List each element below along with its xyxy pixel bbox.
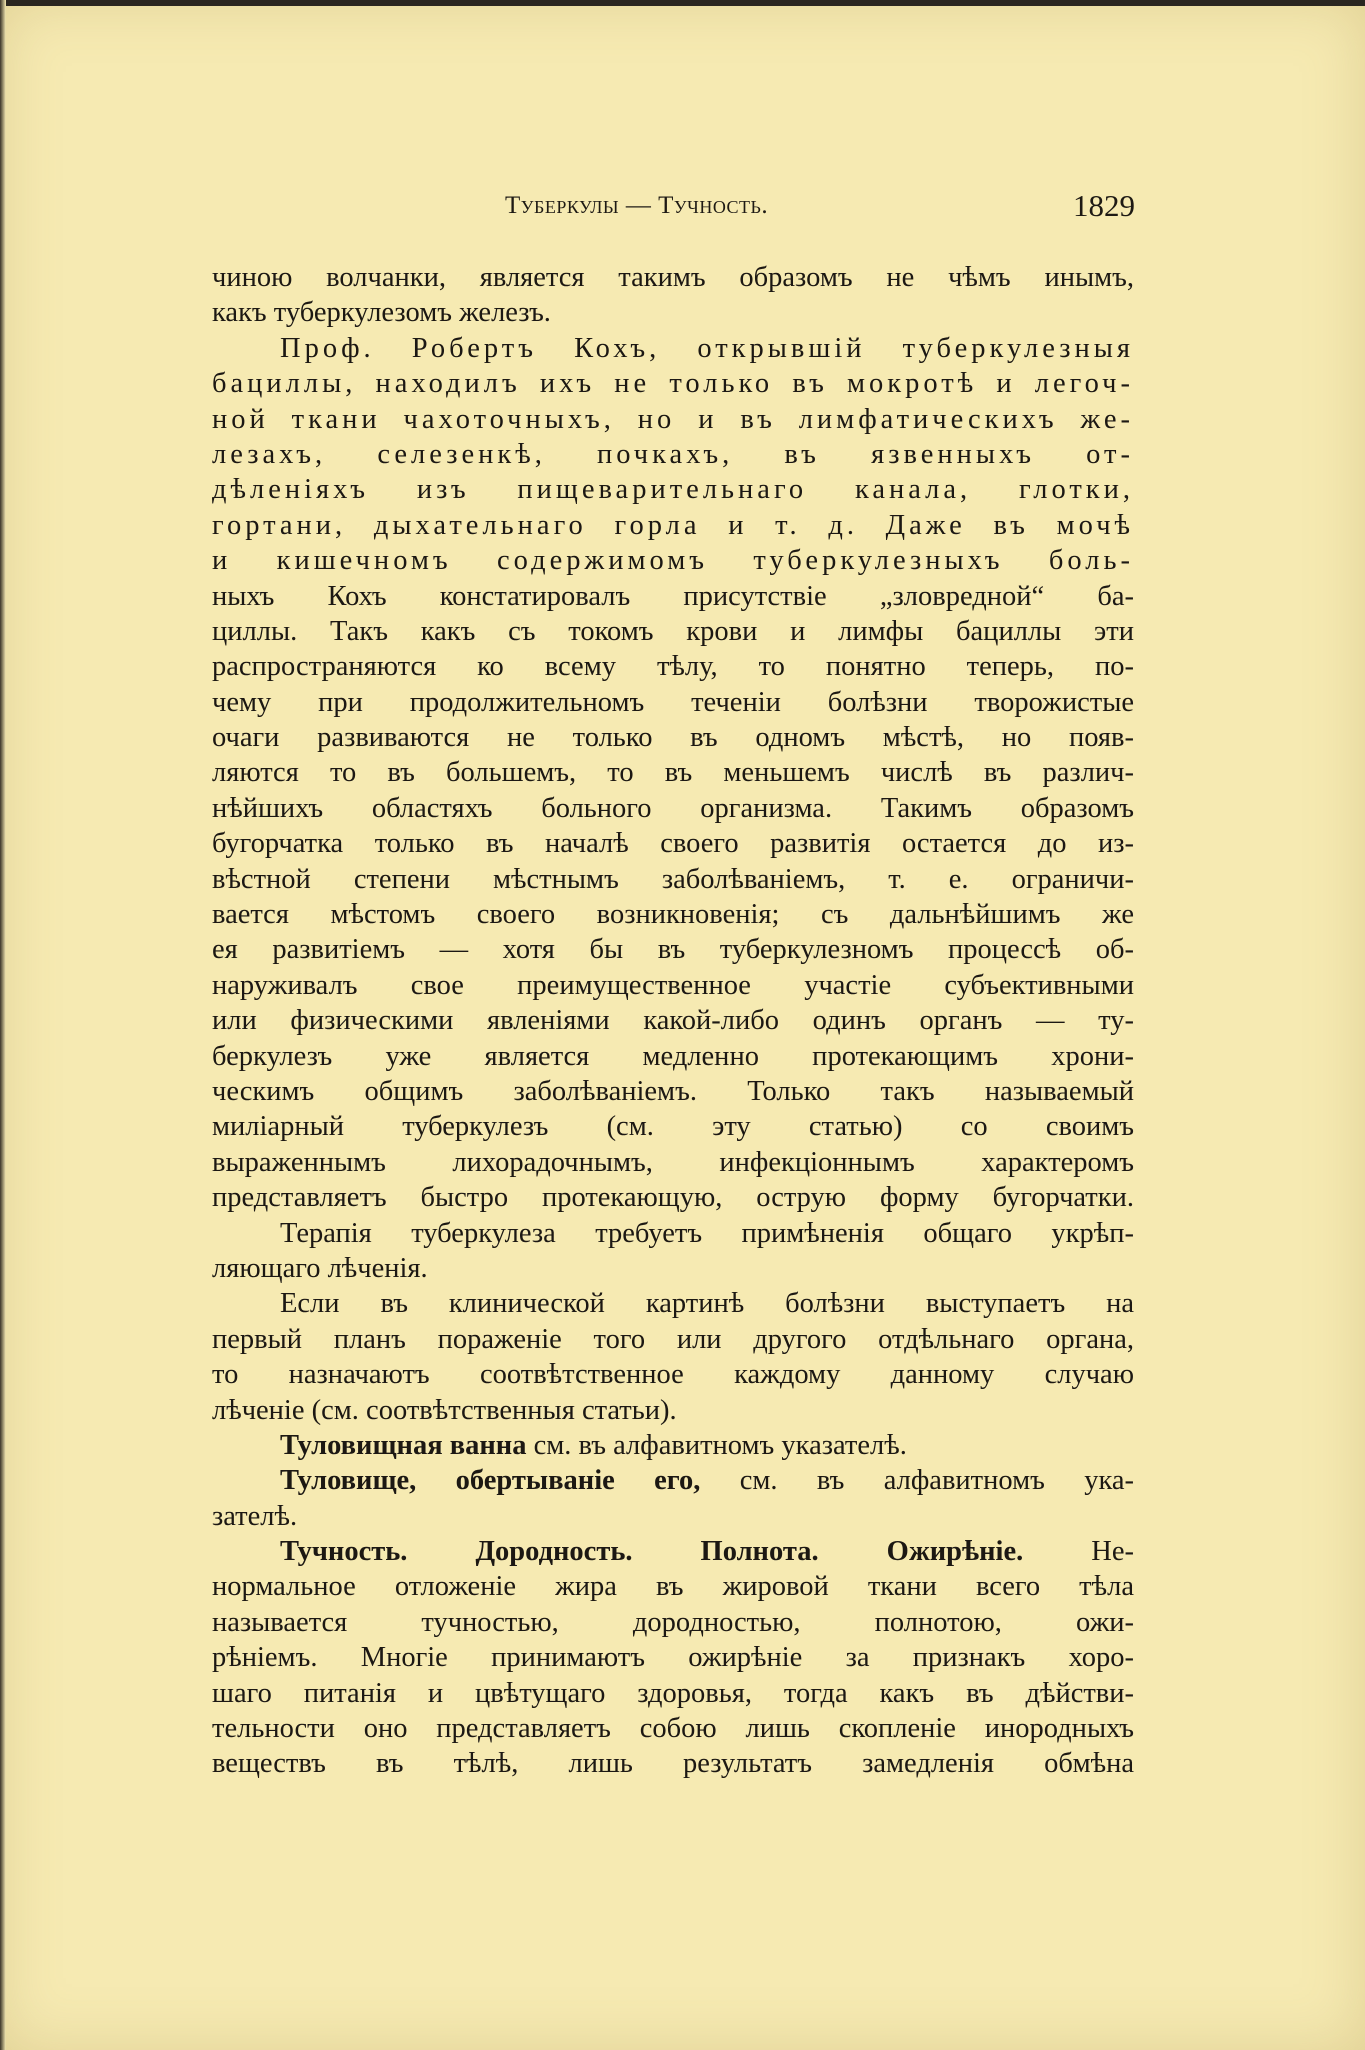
text-line: и кишечномъ содержимомъ туберкулезныхъ боль- (212, 545, 1134, 577)
text-line: зателѣ. (212, 1500, 298, 1532)
text-line: лѣченіе (см. соотвѣтственныя статьи). (212, 1394, 677, 1426)
text-line: ея развитіемъ — хотя бы въ туберкулезномъ процессѣ об- (212, 934, 1134, 966)
text-line: первый планъ пораженіе того или другого отдѣльнаго органа, (212, 1323, 1134, 1355)
text-line: называется тучностью, дородностью, полнотою, ожи- (212, 1606, 1134, 1638)
text-line: или физическими явленіями какой-либо одинъ органъ — ту- (212, 1005, 1134, 1037)
text-line: Туловищная ванна см. въ алфавитномъ указателѣ. (280, 1429, 907, 1461)
text-line: Если въ клинической картинѣ болѣзни выступаетъ на (280, 1288, 1134, 1320)
text-line: представляетъ быстро протекающую, острую форму бугорчатки. (212, 1182, 1134, 1214)
text-line: Тучность. Дородность. Полнота. Ожирѣніе. Не- (280, 1536, 1134, 1568)
text-line: ческимъ общимъ заболѣваніемъ. Только такъ называемый (212, 1075, 1134, 1107)
text-line: гортани, дыхательнаго горла и т. д. Даже въ мочѣ (212, 509, 1134, 541)
text-line: ныхъ Кохъ констатировалъ присутствіе „зловредной“ ба- (212, 580, 1134, 612)
text-line: тельности оно представляетъ собою лишь скопленіе инородныхъ (212, 1713, 1134, 1745)
running-head: Туберкулы — Тучность. (505, 192, 769, 219)
text-line: нормальное отложеніе жира въ жировой ткани всего тѣла (212, 1571, 1134, 1603)
scan-top-border (0, 0, 1365, 6)
text-line: вѣстной степени мѣстнымъ заболѣваніемъ, т. е. ограничи- (212, 863, 1134, 895)
text-line: рѣніемъ. Многіе принимаютъ ожирѣніе за признакъ хоро- (212, 1642, 1134, 1674)
scan-left-border (0, 0, 6, 2050)
text-line: Туловище, обертываніе его, см. въ алфавитномъ ука- (280, 1465, 1134, 1497)
text-line: Проф. Робертъ Кохъ, открывшій туберкулезныя (280, 332, 1134, 364)
body-text (212, 260, 1134, 1782)
text-line: лезахъ, селезенкѣ, почкахъ, въ язвенныхъ от- (212, 438, 1134, 470)
text-line: то назначаютъ соотвѣтственное каждому данному случаю (212, 1359, 1134, 1391)
text-line: дѣленіяхъ изъ пищеварительнаго канала, глотки, (212, 474, 1134, 506)
text-line: Терапія туберкулеза требуетъ примѣненія общаго укрѣп- (280, 1217, 1134, 1249)
text-line: выраженнымъ лихорадочнымъ, инфекціоннымъ характеромъ (212, 1146, 1134, 1178)
text-line: циллы. Такъ какъ съ токомъ крови и лимфы бациллы эти (212, 615, 1134, 647)
text-line: бугорчатка только въ началѣ своего развитія остается до из- (212, 828, 1134, 860)
text-line: беркулезъ уже является медленно протекающимъ хрони- (212, 1040, 1134, 1072)
text-line: ляющаго лѣченія. (212, 1252, 428, 1284)
text-line: веществъ въ тѣлѣ, лишь результатъ замедленія обмѣна (212, 1748, 1134, 1780)
text-line: наруживалъ свое преимущественное участіе субъективными (212, 969, 1134, 1001)
page-header (215, 188, 1135, 232)
text-line: ляются то въ большемъ, то въ меньшемъ числѣ въ различ- (212, 757, 1134, 789)
text-line: шаго питанія и цвѣтущаго здоровья, тогда какъ въ дѣйстви- (212, 1677, 1134, 1709)
page-number: 1829 (1073, 188, 1135, 223)
text-line: нѣйшихъ областяхъ больного организма. Такимъ образомъ (212, 792, 1134, 824)
text-line: ной ткани чахоточныхъ, но и въ лимфатическихъ же- (212, 403, 1134, 435)
text-line: распространяются ко всему тѣлу, то понятно теперь, по- (212, 651, 1134, 683)
text-line: вается мѣстомъ своего возникновенія; съ дальнѣйшимъ же (212, 899, 1134, 931)
text-line: чему при продолжительномъ теченіи болѣзни творожистые (212, 686, 1134, 718)
text-line: очаги развиваются не только въ одномъ мѣстѣ, но появ- (212, 722, 1134, 754)
headword: Туловищная ванна (280, 1429, 527, 1461)
headword: Тучность. Дородность. Полнота. Ожирѣніе. (280, 1536, 1024, 1568)
headword: Туловище, обертываніе его, (280, 1465, 701, 1497)
text-line: какъ туберкулезомъ железъ. (212, 297, 551, 329)
text-line: миліарный туберкулезъ (см. эту статью) со своимъ (212, 1111, 1134, 1143)
text-line: чиною волчанки, является такимъ образомъ не чѣмъ инымъ, (212, 262, 1134, 293)
text-line: бациллы, находилъ ихъ не только въ мокротѣ и легоч- (212, 368, 1134, 400)
